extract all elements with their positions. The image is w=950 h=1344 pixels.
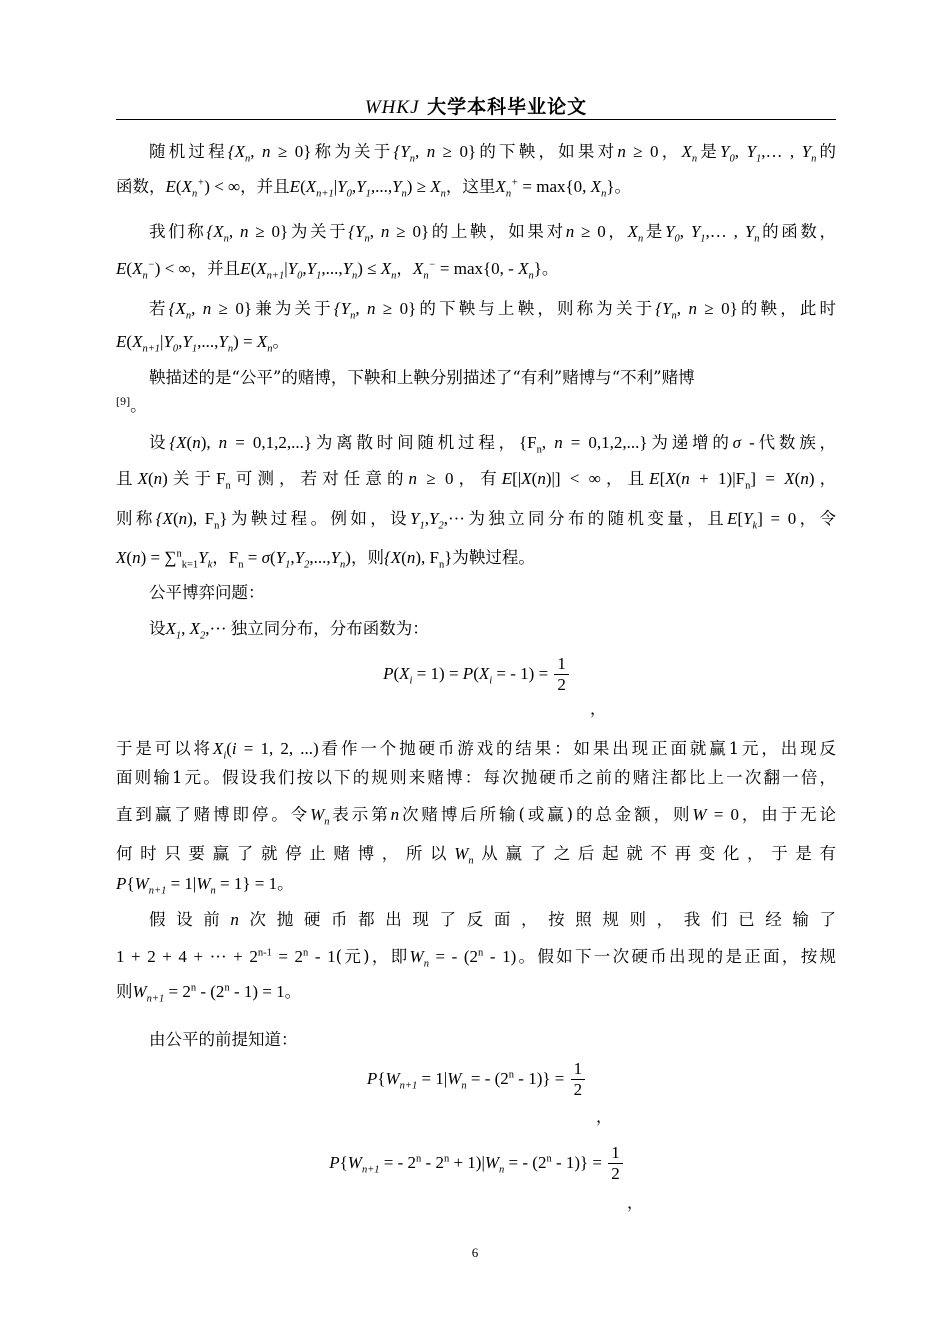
equation-2: $P\{W_{n+1} = 1|W_n$ = - (2$^n$ - 1)} = $\frac{1}{2}$ (116, 1057, 836, 1101)
p2-line2: $E(X_n^-)$ < ∞，并且$E(X_{n+1}|Y_0,Y_1,...,Y_n) \le X_n$，$X_n^- = \max\{0$, - $X_n$}。 (116, 259, 559, 282)
p7-line1: 设$X_1$, $X_2,\cdot\cdot\cdot$ 独立同分布，分布函数为： (149, 619, 429, 642)
text: 则 (116, 982, 133, 1001)
text: ，并且 (190, 259, 241, 278)
p9-line1: 假设前n次抛硬币都出现了反面，按照规则，我们已经输了 (149, 910, 837, 929)
text: 。 (541, 259, 559, 278)
text: 的函数， (759, 222, 837, 241)
p2-line1: 我们称{$X_n$, n ≥ 0}为关于{$Y_n$, n ≥ 0}的上鞅，如果对n ≥ 0，$X_n$是$Y_0$, $Y_1,\dots$ , $Y_n$的函数， (149, 222, 837, 245)
text: 直到赢了赌博即停。令 (116, 805, 311, 824)
text: 何时只要赢了就停止赌博，所以 (116, 844, 455, 863)
text: ， (658, 142, 682, 161)
p5-line1: 设{X(n), n = 0,1,2,...}为离散时间随机过程，{$F_n$, n = 0,1,2,...}为递增的σ -代数族， (149, 433, 837, 456)
text: 为离散时间随机过程， (312, 433, 519, 452)
text: 为独立同分布的随机变量，且 (464, 509, 727, 528)
fraction-half: $\frac{1}{2}$ (608, 1143, 623, 1184)
equation-1: $P(X_i = 1) = P(X_i$ = - 1) = $\frac{1}{2}$ (116, 652, 836, 696)
fraction-half: $\frac{1}{2}$ (571, 1059, 586, 1100)
text: ， (212, 548, 229, 567)
text: 看作一个抛硬币游戏的结果：如果出现正面就赢1元，出现反 (318, 739, 837, 758)
equation-1-comma: ， (590, 699, 607, 718)
text: ，这里 (445, 177, 496, 196)
p8-line5: $P\{W_{n+1} = 1|W_n = 1\} = 1$。 (116, 874, 294, 897)
text: 称为关于 (311, 142, 394, 161)
p3-line1: 若{$X_n$, n ≥ 0}兼为关于{$Y_n$, n ≥ 0}的下鞅与上鞅，则称为关于{$Y_n$, n ≥ 0}的鞅，此时 (149, 299, 836, 322)
text: 独立同分布，分布函数为： (230, 619, 429, 638)
text: 的鞅，此时 (737, 299, 836, 318)
text: 设 (149, 619, 166, 638)
text: ，则 (350, 548, 384, 567)
text: 关于 (167, 469, 217, 488)
text: ， (396, 259, 413, 278)
text: ，并且 (240, 177, 290, 196)
text: ，由于无论 (738, 805, 836, 824)
p10-line1 (116, 1028, 836, 1052)
text: 公平博弈问题： (149, 583, 265, 602)
equation-2-comma: ， (596, 1107, 613, 1126)
text: 由公平的前提知道： (149, 1030, 298, 1049)
text: 。 (284, 982, 302, 1001)
text: 的下鞅与上鞅，则称为关于 (416, 299, 656, 318)
p4-line1 (116, 366, 836, 390)
text: 我们称 (149, 222, 207, 241)
text: 。 (272, 332, 289, 351)
text: 的下鞅，如果对 (476, 142, 618, 161)
p4-line2 (116, 394, 836, 421)
p5-line4: $X(n) = \sum^n_{k=1}Y_k$，$F_n = \sigma(Y_1,Y_2,...,Y_n)$，则{X(n), $F_n$}为鞅过程。 (116, 548, 535, 571)
text: ， (814, 469, 837, 488)
text: 。 (614, 177, 631, 196)
text: 。 (130, 396, 147, 415)
text: 的上鞅，如果对 (429, 222, 566, 241)
p5-line3: 则称{X(n), $F_n$}为鞅过程。例如，设$Y_1,Y_2,\cdot\cdot\cdot$为独立同分布的随机变量，且$E[Y_k] = 0$，令 (116, 509, 837, 532)
p1-line1: 随机过程{$X_n$, n ≥ 0}称为关于{$Y_n$, n ≥ 0}的下鞅，如果对n ≥ 0，$X_n$是$Y_0$, $Y_1,\dots$ , $Y_n$的 (149, 142, 837, 165)
text: ，令 (796, 509, 837, 528)
text: 设 (149, 433, 170, 452)
page-number: 6 (471, 1245, 479, 1260)
text: 可测，若对任意的 (230, 469, 409, 488)
equation-3: $P\{W_{n+1}$ = - $2^n - 2^n + 1)|W_n$ = - (2$^n$ - 1)} = $\frac{1}{2}$ (116, 1141, 836, 1185)
text: 为鞅过程。例如，设 (227, 509, 411, 528)
text: 为鞅过程。 (452, 548, 535, 567)
p1-line2: 函数，$E(X_n^+)$ < ∞，并且$E(X_{n+1}|Y_0,Y_1,...,Y_n) \ge X_n$，这里$X_n^+ = \max\{0$, $X_n$}。 (116, 177, 631, 200)
text: 为关于 (288, 222, 349, 241)
text: (元)，即 (335, 947, 410, 966)
p9-line2: 1 + 2 + 4 + ··· + $2^{n-1} = 2^n - 1$(元)，即$W_n$ = - (2$^n$ - 1)。假如下一次硬币出现的是正面，按规 (116, 947, 837, 970)
text: ，有 (453, 469, 502, 488)
text: 兼为关于 (252, 299, 334, 318)
text: 面则输1元。假设我们按以下的规则来赌博：每次抛硬币之前的赌注都比上一次翻一倍， (116, 768, 836, 787)
text: 从赢了之后起就不再变化，于是有 (473, 844, 837, 863)
text: 次抛硬币都出现了反面，按照规则，我们已经输了 (238, 910, 837, 929)
page-header (116, 92, 836, 119)
text: 则称 (116, 509, 156, 528)
text: 随机过程 (149, 142, 228, 161)
text: 。 (277, 874, 294, 893)
text: 次赌博后所输(或赢)的总金额，则 (399, 805, 693, 824)
text: 鞅描述的是“公平”的赌博，下鞅和上鞅分别描述了“有利”赌博与“不利”赌博 (149, 368, 695, 387)
text: 假设前 (149, 910, 231, 929)
text: 为递增的 (647, 433, 733, 452)
p8-line3: 直到赢了赌博即停。令$W_n$表示第n次赌博后所输(或赢)的总金额，则W = 0，由于无论 (116, 805, 836, 828)
text: 且 (116, 469, 138, 488)
header-rule (116, 119, 836, 120)
p9-line3: 则$W_{n+1} = 2^n - (2^n - 1) = 1$。 (116, 982, 302, 1005)
text: 函数， (116, 177, 166, 196)
p8-line1: 于是可以将$X_i(i = 1$, 2, ...)看作一个抛硬币游戏的结果：如果出现正面就赢1元，出现反 (116, 739, 837, 762)
p8-line2 (116, 766, 836, 790)
text: 的 (816, 142, 837, 161)
equation-3-comma: ， (627, 1193, 644, 1212)
text: 是 (643, 222, 665, 241)
p3-line2: $E(X_{n+1}|Y_0,Y_1,...,Y_n) = X_n$。 (116, 332, 289, 355)
text: 表示第 (329, 805, 391, 824)
text: ， (605, 222, 628, 241)
text: 是 (697, 142, 721, 161)
text: ，且 (600, 469, 650, 488)
text: 若 (149, 299, 169, 318)
text: 于是可以将 (116, 739, 213, 758)
fraction-half: $\frac{1}{2}$ (554, 654, 569, 695)
text: 代数族， (754, 433, 837, 452)
text: 。假如下一次硬币出现的是正面，按规 (516, 947, 837, 966)
p5-line2: 且X(n)关于$F_n$可测，若对任意的n ≥ 0，有E[|X(n)|] < ∞，且$E[X(n + 1)|F_n] = X(n)$， (116, 469, 837, 492)
header-latin: WHKJ (364, 97, 420, 118)
p6-line1 (116, 581, 836, 605)
p8-line4: 何时只要赢了就停止赌博，所以$W_n$从赢了之后起就不再变化，于是有 (116, 844, 837, 867)
citation: [9] (116, 397, 131, 408)
header-cn: 大学本科毕业论文 (427, 96, 588, 118)
